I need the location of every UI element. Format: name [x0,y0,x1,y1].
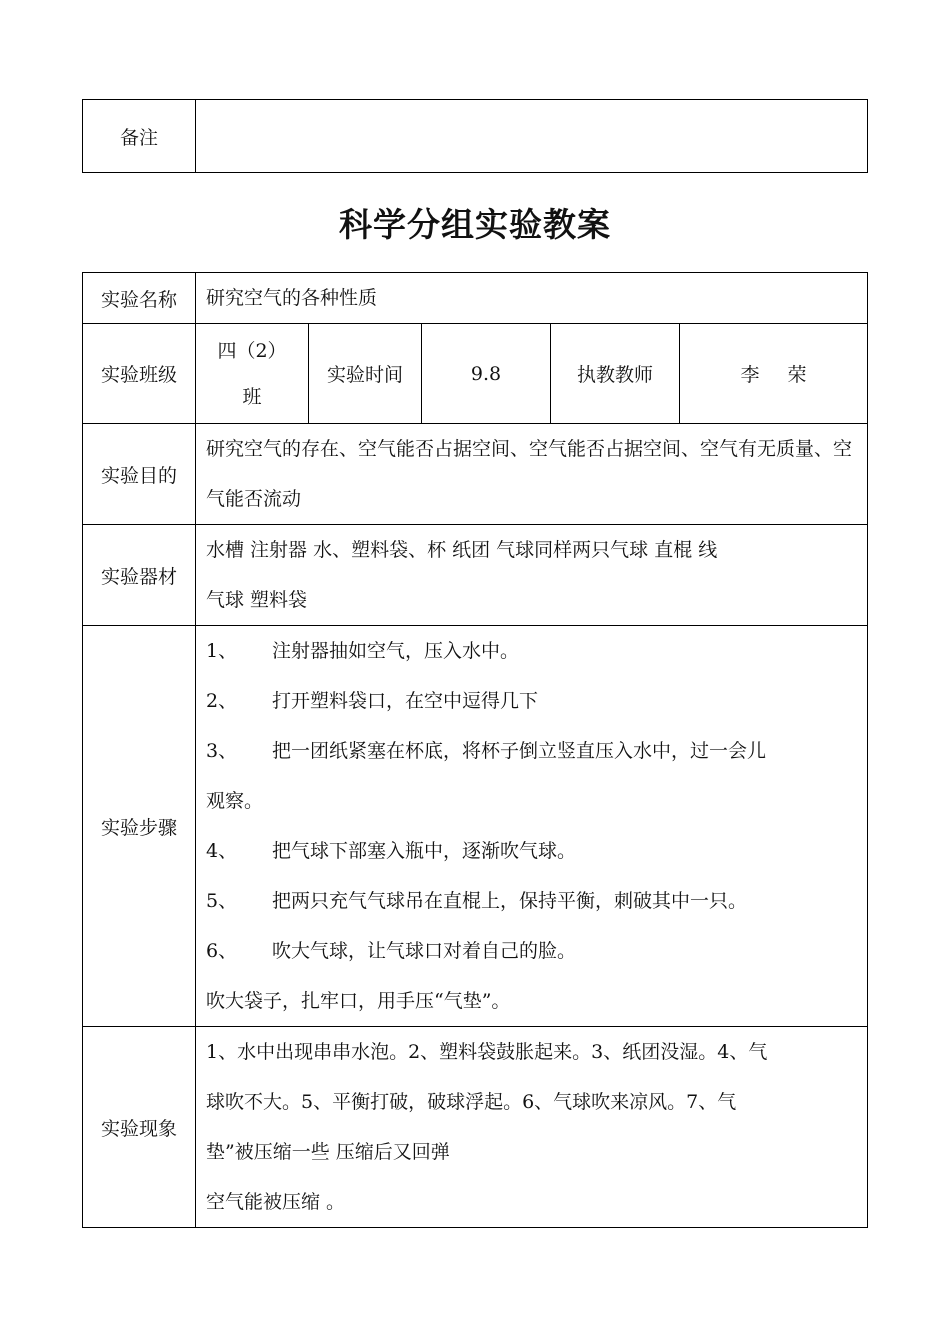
step-item [206,726,855,776]
step-number: 4、 [206,840,238,862]
experiment-teacher-value [680,324,868,424]
step-number: 5、 [206,890,238,912]
experiment-name-value: 研究空气的各种性质 [196,273,868,324]
step-number: 1、 [206,640,238,662]
experiment-materials-row [83,525,868,626]
step-text: 把气球下部塞入瓶中，逐渐吹气球。 [272,840,577,862]
experiment-class-value [196,324,309,424]
remarks-label: 备注 [83,100,196,173]
experiment-time-value: 9.8 [422,324,551,424]
experiment-class-row [83,324,868,424]
remarks-value [196,100,868,173]
step-text: 把两只充气气球吊在直棍上，保持平衡，刺破其中一只。 [272,890,748,912]
experiment-purpose-label: 实验目的 [83,424,196,525]
phenomena-line: 空气能被压缩 。 [206,1191,346,1213]
teacher-name-part2: 荣 [787,364,807,386]
step-continuation [206,976,855,1026]
step-number: 3、 [206,740,238,762]
step-number: 2、 [206,690,238,712]
experiment-plan-table [82,272,868,1228]
phenomena-line: 1、水中出现串串水泡。2、塑料袋鼓胀起来。3、纸团没湿。4、气 [206,1041,768,1063]
remarks-row [83,100,868,173]
experiment-steps-label: 实验步骤 [83,626,196,1027]
step-text: 把一团纸紧塞在杯底，将杯子倒立竖直压入水中，过一会儿 [272,740,767,762]
step-number: 6、 [206,940,238,962]
class-value-line2: 班 [242,385,262,408]
step-text: 吹大袋子，扎牢口，用手压“气垫”。 [206,990,511,1012]
step-item [206,626,855,676]
remarks-table [82,99,868,173]
experiment-purpose-value: 研究空气的存在、空气能否占据空间、空气能否占据空间、空气有无质量、空气能否流动 [196,424,868,525]
class-value-line1: 四（2） [217,339,287,362]
step-text: 吹大气球，让气球口对着自己的脸。 [272,940,577,962]
phenomena-line: 垫”被压缩一些 压缩后又回弹 [206,1141,450,1163]
step-item [206,826,855,876]
step-item [206,876,855,926]
step-text: 注射器抽如空气，压入水中。 [272,640,520,662]
experiment-phenomena-value [196,1027,868,1228]
experiment-steps-row [83,626,868,1027]
page-title: 科学分组实验教案 [339,205,611,244]
experiment-phenomena-label: 实验现象 [83,1027,196,1228]
step-text: 打开塑料袋口，在空中逗得几下 [272,690,539,712]
experiment-name-label: 实验名称 [83,273,196,324]
experiment-materials-value [196,525,868,626]
materials-line2: 气球 塑料袋 [206,589,308,611]
experiment-time-label: 实验时间 [309,324,422,424]
experiment-class-label: 实验班级 [83,324,196,424]
experiment-materials-label: 实验器材 [83,525,196,626]
experiment-phenomena-row [83,1027,868,1228]
step-text: 观察。 [206,790,264,812]
materials-line1: 水槽 注射器 水、塑料袋、杯 纸团 气球同样两只气球 直棍 线 [206,539,718,561]
experiment-name-row [83,273,868,324]
experiment-teacher-label: 执教教师 [551,324,680,424]
experiment-purpose-row [83,424,868,525]
step-item [206,676,855,726]
phenomena-line: 球吹不大。5、平衡打破，破球浮起。6、气球吹来凉风。7、气 [206,1091,737,1113]
experiment-steps-value [196,626,868,1027]
step-item [206,926,855,976]
step-continuation [206,776,855,826]
teacher-name-part1: 李 [740,364,760,386]
